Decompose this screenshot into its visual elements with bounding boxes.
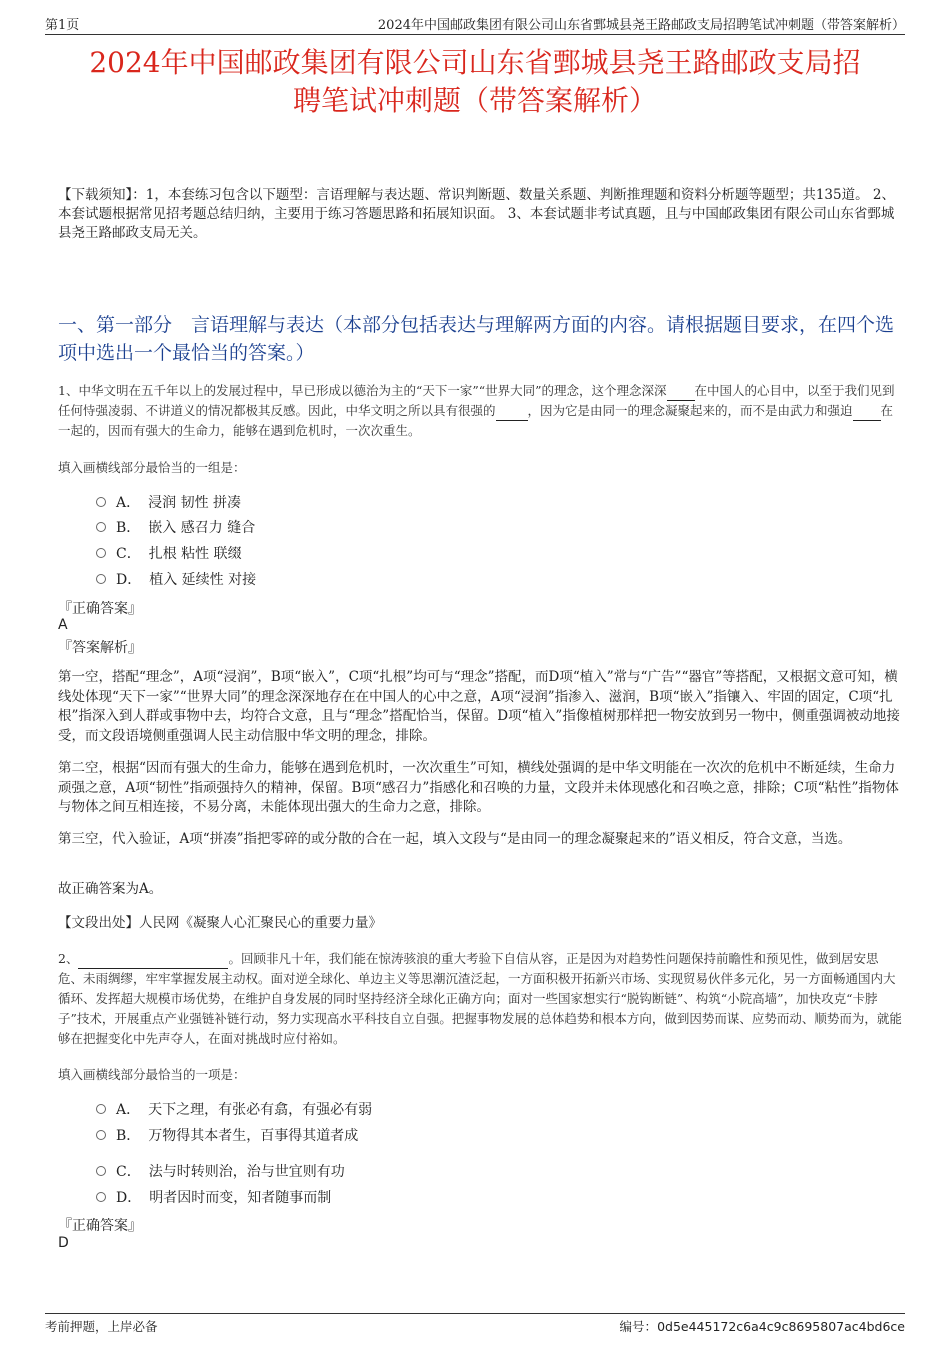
option-text: 万物得其本者生，百事得其道者成 [148,1128,359,1144]
q1-blank-2 [496,405,528,421]
q2-option-a[interactable] [96,1099,372,1119]
q1-text-part3: ，因为它是由同一的理念凝聚起来的，而不是由武力和强迫 [527,403,853,418]
option-letter: A． [116,1102,141,1118]
q1-text-part2: 在中国人的心目中，以至于我们见到任何恃强凌弱、不讲道义的情况都极其反感。因此，中华文明之所以具有很强的 [58,383,895,418]
radio-icon[interactable] [96,1166,106,1176]
section-heading: 一、第一部分 言语理解与表达（本部分包括表达与理解两方面的内容。请根据题目要求，在四个选项中选出一个最恰当的答案。） [58,314,895,364]
q1-option-d[interactable] [96,569,256,589]
q2-option-b[interactable] [96,1125,358,1145]
q1-analysis-label: 『答案解析』 [58,640,142,656]
radio-icon[interactable] [96,522,106,532]
footer-code-value: 0d5e445172c6a4c9c8695807ac4bd6ce [657,1319,905,1334]
q1-blank-1 [667,385,695,401]
q2-number: 2、 [58,951,79,966]
q1-blank-3 [853,405,881,421]
radio-icon[interactable] [96,574,106,584]
option-letter: A． [116,495,141,511]
footer-code-label: 编号： [619,1319,658,1334]
option-text: 植入 延续性 对接 [149,572,257,588]
q1-answer-label: 『正确答案』 [58,601,142,617]
footer-slogan: 考前押题，上岸必备 [45,1319,158,1334]
q1-text-part4: 在一起的，因而有强大的生命力，能够在遇到危机时，一次次重生。 [58,403,894,438]
footer-code [620,1317,905,1335]
question-2-stem [58,949,902,1049]
option-text: 法与时转则治，治与世宜则有功 [148,1164,345,1180]
q1-source: 【文段出处】人民网《凝聚人心汇聚民心的重要力量》 [58,915,382,931]
q1-option-a[interactable] [96,492,241,512]
q2-option-c[interactable] [96,1161,345,1181]
radio-icon[interactable] [96,548,106,558]
q2-prompt: 填入画横线部分最恰当的一项是： [58,1067,246,1082]
radio-icon[interactable] [96,1192,106,1202]
option-letter: D． [116,1190,142,1206]
option-letter: C． [116,546,141,562]
q2-text: 。回顾非凡十年，我们能在惊涛骇浪的重大考验下自信从容，正是因为对趋势性问题保持前瞻性和预见性，做到居安思危、未雨绸缪，牢牢掌握发展主动权。面对逆全球化、单边主义等思潮沉渣泛起，一方面积极开拓新兴市场、实现贸易伙伴多元化，另一方面畅通国内大循环、发挥超大规模市场优势，在维护自身发展的同时坚持经济全球化正确方向；面对一些国家想实行“脱钩断链”、构筑“小院高墙”，加快攻克“卡脖子”技术，开展重点产业强链补链行动，努力实现高水平科技自立自强。把握事物发展的总体趋势和根本方向，做到因势而谋、应势而动、顺势而为，就能够在把握变化中先声夺人，在面对挑战时应付裕如。 [58,951,902,1046]
page-footer [45,1313,905,1334]
option-letter: D． [116,572,142,588]
q1-analysis-para-3: 第三空，代入验证，A项“拼凑”指把零碎的或分散的合在一起，填入文段与“是由同一的理念凝聚起来的”语义相反，符合文意，当选。 [58,831,852,847]
option-text: 嵌入 感召力 缝合 [148,520,256,536]
q1-prompt: 填入画横线部分最恰当的一组是： [58,460,246,475]
option-letter: B． [116,1128,141,1144]
document-title [45,44,905,120]
header-doc-title: 2024年中国邮政集团有限公司山东省鄄城县尧王路邮政支局招聘笔试冲刺题（带答案解析） [377,18,905,33]
q1-analysis-para-2: 第二空，根据“因而有强大的生命力，能够在遇到危机时，一次次重生”可知，横线处强调的是中华文明能在一次次的危机中不断延续，生命力顽强之意，A项“韧性”指顽强持久的精神，保留。B项“感召力”指感化和召唤的力量，文段并未体现感化和召唤之意，排除；C项“粘性”指物体与物体之间互相连接，不易分离，未能体现出强大的生命力之意，排除。 [58,760,899,815]
radio-icon[interactable] [96,1104,106,1114]
option-text: 扎根 粘性 联缀 [148,546,242,562]
page-header [45,12,905,35]
q1-analysis-conclusion: 故正确答案为A。 [58,881,163,897]
q2-blank [78,953,228,969]
question-1-stem [58,381,902,441]
q2-option-d[interactable] [96,1187,331,1207]
q1-option-b[interactable] [96,517,255,537]
q1-text-part1: 1、中华文明在五千年以上的发展过程中，早已形成以德治为主的“天下一家”“世界大同”的理念，这个理念深深 [58,383,667,398]
radio-icon[interactable] [96,497,106,507]
q2-answer-label: 『正确答案』 [58,1218,142,1234]
option-letter: C． [116,1164,141,1180]
option-text: 明者因时而变，知者随事而制 [149,1190,332,1206]
title-line-2: 聘笔试冲刺题（带答案解析） [292,84,657,117]
q2-answer-value: D [58,1235,69,1251]
download-notice: 【下载须知】：1，本套练习包含以下题型：言语理解与表达题、常识判断题、数量关系题、判断推理题和资料分析题等题型；共135道。 2、本套试题根据常见招考题总结归纳，主要用于练习答题思路和拓展知识面。 3、本套试题非考试真题，且与中国邮政集团有限公司山东省鄄城县尧王路邮政支局无关。 [58,187,895,241]
title-line-1: 2024年中国邮政集团有限公司山东省鄄城县尧王路邮政支局招 [89,46,861,79]
option-text: 天下之理，有张必有翕，有强必有弱 [148,1102,373,1118]
option-letter: B． [116,520,141,536]
radio-icon[interactable] [96,1130,106,1140]
q1-answer-value: A [58,617,68,633]
q1-option-c[interactable] [96,543,242,563]
option-text: 浸润 韧性 拼凑 [148,495,242,511]
q1-analysis-para-1: 第一空，搭配“理念”，A项“浸润”，B项“嵌入”，C项“扎根”均可与“理念”搭配，而D项“植入”常与“广告”“器官”等搭配，又根据文意可知，横线处体现“天下一家”“世界大同”的理念深深地存在在中国人的心中之意，A项“浸润”指渗入、滋润，B项“嵌入”指镶入、牢固的固定，C项“扎根”指深入到人群或事物中去，均符合文意，且与“理念”搭配恰当，保留。D项“植入”指像植树那样把一物安放到另一物中，侧重强调被动地接受，而文段语境侧重强调人民主动信服中华文明的理念，排除。 [58,669,900,744]
page-number: 第1页 [45,18,80,33]
